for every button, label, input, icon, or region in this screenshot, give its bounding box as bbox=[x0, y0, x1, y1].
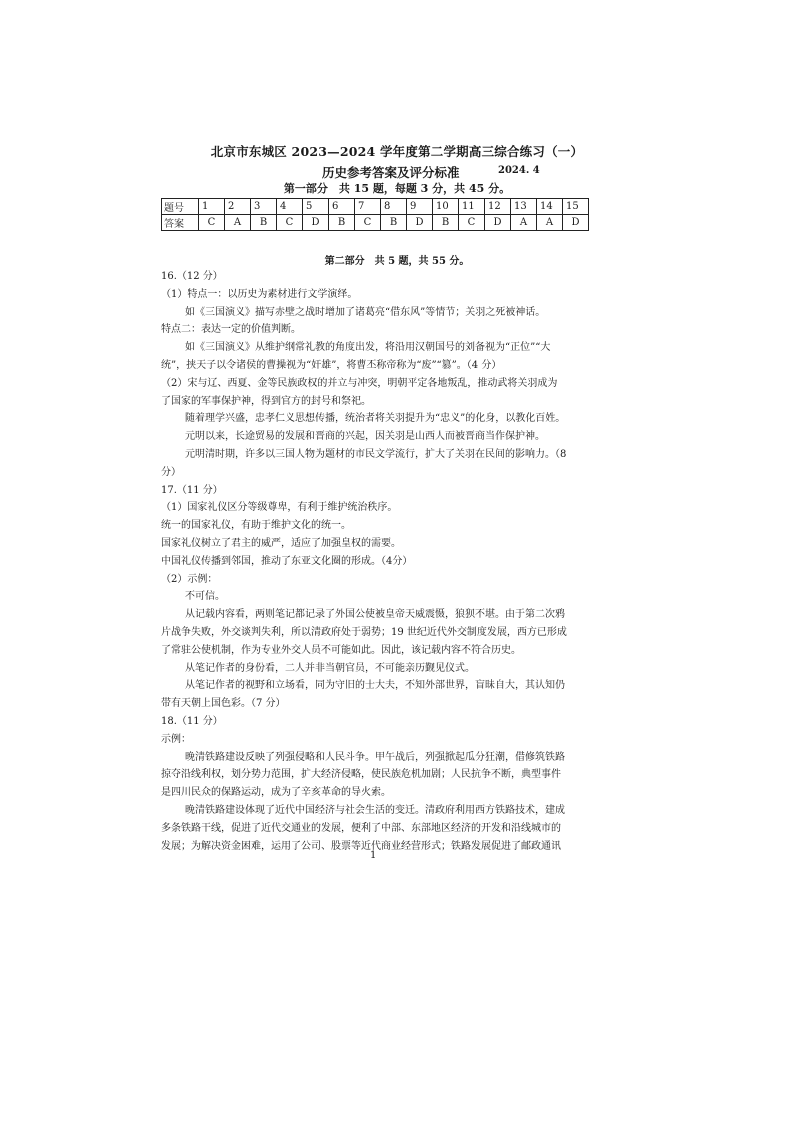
question-number: 9 bbox=[407, 199, 433, 215]
question-number: 12 bbox=[485, 199, 511, 215]
body-line: 带有天朝上国色彩。（7 分） bbox=[161, 698, 286, 710]
body-line: （1）特点一：以历史为素材进行文学演绎。 bbox=[161, 288, 358, 300]
body-line: （2）示例： bbox=[161, 573, 218, 585]
body-line: （2）宋与辽、西夏、金等民族政权的并立与冲突，明朝平定各地叛乱，推动武将关羽成为 bbox=[161, 377, 558, 389]
question-row-label: 题号 bbox=[162, 199, 199, 215]
body-line: 17.（11 分） bbox=[161, 484, 223, 496]
body-line: 不可信。 bbox=[185, 591, 225, 603]
body-line: 从笔记作者的视野和立场看，同为守旧的士大夫，不知外部世界，盲昧自大，其认知仍 bbox=[185, 680, 565, 692]
question-number: 5 bbox=[303, 199, 329, 215]
question-number: 8 bbox=[381, 199, 407, 215]
body-line: 从记载内容看，两则笔记都记录了外国公使被皇帝天威震慑，狼狈不堪。由于第二次鸦 bbox=[185, 609, 565, 621]
answer-cell: B bbox=[433, 215, 459, 231]
answer-cell: B bbox=[329, 215, 355, 231]
body-line: 片战争失败，外交谈判失利，所以清政府处于弱势；19 世纪近代外交制度发展，西方已形成 bbox=[161, 627, 567, 638]
body-line: 中国礼仪传播到邻国，推动了东亚文化圈的形成。（4分） bbox=[161, 555, 413, 567]
page-number: 1 bbox=[370, 850, 377, 861]
answer-cell: B bbox=[381, 215, 407, 231]
question-number: 13 bbox=[511, 199, 537, 215]
part1-heading: 第一部分 共 15 题，每题 3 分，共 45 分。 bbox=[283, 182, 511, 195]
answer-cell: B bbox=[251, 215, 277, 231]
body-line: 了常驻公使机制，作为专业外交人员不可能如此。因此，该记载内容不符合历史。 bbox=[161, 644, 521, 656]
answer-cell: D bbox=[485, 215, 511, 231]
body-line: 掠夺沿线利权，划分势力范围，扩大经济侵略，使民族危机加剧；人民抗争不断，典型事件 bbox=[161, 769, 561, 781]
question-number-row bbox=[162, 199, 589, 215]
body-line: 从笔记作者的身份看，二人并非当朝官员，不可能亲历觐见仪式。 bbox=[185, 662, 475, 674]
question-number: 6 bbox=[329, 199, 355, 215]
body-line: 随着理学兴盛，忠孝仁义思想传播，统治者将关羽提升为“忠义”的化身，以教化百姓。 bbox=[185, 413, 566, 425]
question-number: 2 bbox=[225, 199, 251, 215]
document-title: 北京市东城区 2023—2024 学年度第二学期高三综合练习（一） bbox=[210, 144, 584, 159]
answer-table bbox=[161, 198, 589, 231]
body-line: 统”，挟天子以令诸侯的曹操视为“奸雄”，将曹丕称帝称为“废”“篡”。（4 分） bbox=[161, 360, 502, 371]
body-line: 发展；为解决资金困难，运用了公司、股票等近代商业经营形式；铁路发展促进了邮政通讯 bbox=[161, 840, 561, 852]
answer-row bbox=[162, 215, 589, 231]
body-line: 元明清时期，许多以三国人物为题材的市民文学流行，扩大了关羽在民间的影响力。（8 bbox=[185, 449, 567, 460]
question-number: 3 bbox=[251, 199, 277, 215]
body-line: 元明以来，长途贸易的发展和晋商的兴起，因关羽是山西人而被晋商当作保护神。 bbox=[185, 431, 545, 443]
question-number: 11 bbox=[459, 199, 485, 215]
answer-cell: D bbox=[563, 215, 589, 231]
answer-row-label: 答案 bbox=[162, 215, 199, 231]
body-line: 国家礼仪树立了君主的威严，适应了加强皇权的需要。 bbox=[161, 538, 401, 549]
question-number: 15 bbox=[563, 199, 589, 215]
body-line: 晚清铁路建设反映了列强侵略和人民斗争。甲午战后，列强掀起瓜分狂潮，借修筑铁路 bbox=[185, 751, 565, 763]
body-line: 16.（12 分） bbox=[161, 271, 223, 282]
answer-cell: D bbox=[407, 215, 433, 231]
body-line: 示例： bbox=[161, 733, 191, 745]
body-line: 统一的国家礼仪，有助于维护文化的统一。 bbox=[161, 520, 351, 532]
body-line: 特点二：表达一定的价值判断。 bbox=[161, 324, 301, 336]
body-line: 晚清铁路建设体现了近代中国经济与社会生活的变迁。清政府利用西方铁路技术，建成 bbox=[185, 805, 565, 816]
answer-cell: A bbox=[537, 215, 563, 231]
answer-cell: D bbox=[303, 215, 329, 231]
answer-cell: C bbox=[459, 215, 485, 231]
question-number: 1 bbox=[199, 199, 225, 215]
answer-cell: C bbox=[199, 215, 225, 231]
answer-cell: A bbox=[225, 215, 251, 231]
question-number: 7 bbox=[355, 199, 381, 215]
body-line: 如《三国演义》从维护纲常礼教的角度出发，将沿用汉朝国号的刘备视为“正位”“大 bbox=[185, 342, 551, 354]
question-number: 10 bbox=[433, 199, 459, 215]
question-number: 4 bbox=[277, 199, 303, 215]
question-number: 14 bbox=[537, 199, 563, 215]
part2-heading: 第二部分 共 5 题，共 55 分。 bbox=[324, 256, 470, 267]
body-line: （1）国家礼仪区分等级尊卑，有利于维护统治秩序。 bbox=[161, 502, 398, 514]
answer-cell: C bbox=[277, 215, 303, 231]
document-date: 2024. 4 bbox=[498, 165, 540, 176]
body-line: 18.（11 分） bbox=[161, 716, 223, 727]
body-line: 是四川民众的保路运动，成为了辛亥革命的导火索。 bbox=[161, 787, 391, 799]
document-subtitle: 历史参考答案及评分标准 bbox=[322, 165, 460, 180]
body-line: 如《三国演义》描写赤壁之战时增加了诸葛亮“借东风”等情节；关羽之死被神话。 bbox=[185, 306, 546, 318]
answer-cell: C bbox=[355, 215, 381, 231]
answer-cell: A bbox=[511, 215, 537, 231]
body-line: 分） bbox=[161, 466, 181, 478]
body-line: 了国家的军事保护神，得到官方的封号和祭祀。 bbox=[161, 395, 371, 407]
body-line: 多条铁路干线，促进了近代交通业的发展，便利了中部、东部地区经济的开发和沿线城市的 bbox=[161, 822, 561, 834]
